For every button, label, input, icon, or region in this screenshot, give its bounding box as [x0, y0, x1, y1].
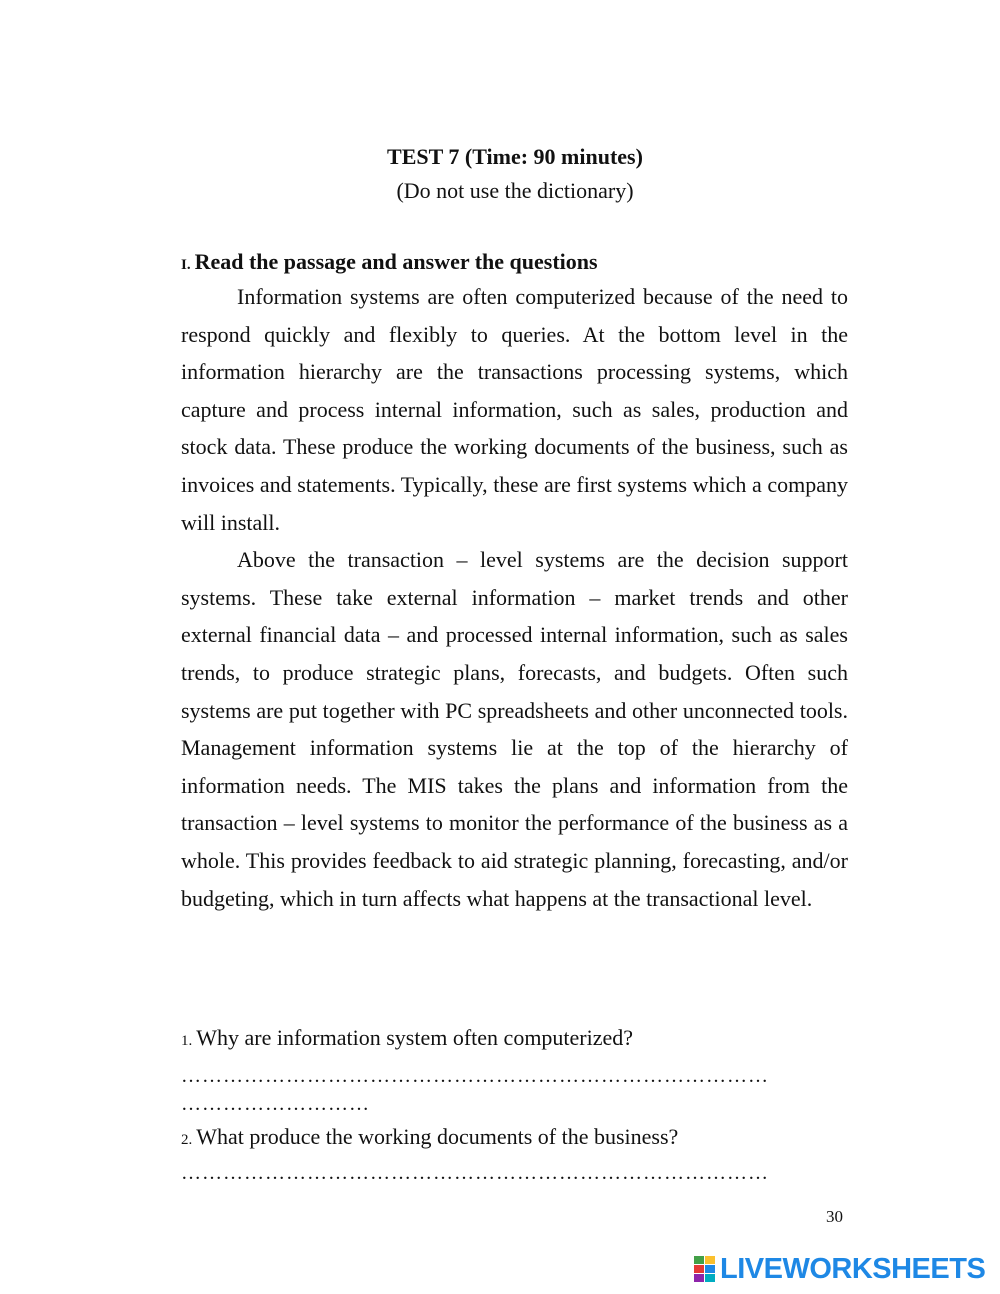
section-heading	[181, 248, 851, 279]
passage-paragraph: Information systems are often computerized because of the need to respond quickly and flexibly to queries. At the bottom level in the information hierarchy are the transactions processing systems, which capture and process internal information, such as sales, production and stock data. These produce the working documents of the business, such as invoices and statements. Typically, these are first systems which a company will install.	[181, 284, 848, 535]
page-number: 30	[826, 1207, 843, 1226]
test-title: TEST 7 (Time: 90 minutes)	[387, 144, 643, 169]
question-number: 1.	[181, 1033, 193, 1049]
answer-line[interactable]: …………………………………………………………………………	[181, 1065, 769, 1087]
question-text: What produce the working documents of the business?	[196, 1124, 679, 1149]
question-2	[181, 1123, 851, 1154]
question-text: Why are information system often computerized?	[196, 1025, 634, 1050]
test-subtitle: (Do not use the dictionary)	[396, 178, 634, 203]
section-number: I.	[181, 257, 191, 273]
passage-paragraph: Above the transaction – level systems are the decision support systems. These take external information – market trends and other external financial data – and processed internal information, such as sales trends, to produce strategic plans, forecasts, and budgets. Often such systems are put together with PC spreadsheets and other unconnected tools. Management information systems lie at the top of the hierarchy of information needs. The MIS takes the plans and information from the transaction – level systems to monitor the performance of the business as a whole. This provides feedback to aid strategic planning, forecasting, and/or budgeting, which in turn affects what happens at the transactional level.	[181, 547, 848, 911]
reading-passage	[181, 278, 848, 917]
question-number: 2.	[181, 1132, 193, 1148]
section-heading-text: Read the passage and answer the questions	[194, 249, 598, 274]
answer-line[interactable]: ………………………	[181, 1093, 370, 1115]
question-1	[181, 1024, 851, 1055]
liveworksheets-logo	[694, 1253, 985, 1285]
liveworksheets-logo-text: LIVEWORKSHEETS	[720, 1253, 986, 1285]
answer-line[interactable]: …………………………………………………………………………	[181, 1162, 769, 1184]
liveworksheets-logo-icon	[694, 1256, 716, 1282]
